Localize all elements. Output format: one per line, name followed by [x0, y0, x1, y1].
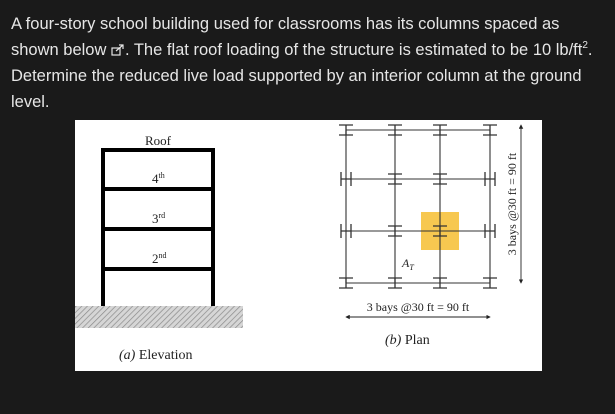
plan-columns	[339, 125, 497, 288]
question-part-2: . The flat roof loading of the structure is estimated to be 10 lb/ft	[124, 41, 583, 59]
question-part-3: . Determine the reduced live load supported by an interior column at the ground level.	[11, 41, 593, 111]
elevation-view	[75, 133, 243, 363]
side-dimension-label: 3 bays @30 ft = 90 ft	[505, 152, 519, 256]
structure-figure-svg	[75, 120, 542, 371]
question-text	[11, 11, 603, 115]
bottom-dimension-label: 3 bays @30 ft = 90 ft	[366, 300, 470, 314]
structure-figure	[75, 120, 542, 371]
floor-3-label: 3rd	[152, 211, 166, 226]
floor-2-label: 2nd	[152, 251, 167, 266]
question-part-1: A four-story school building used for classrooms has its columns spaced as shown below	[11, 15, 560, 59]
floor-4-label: 4th	[152, 171, 165, 186]
roof-label: Roof	[145, 133, 171, 148]
ground-hatch	[75, 306, 243, 328]
tributary-area-label: $A_T$	[402, 256, 414, 272]
question-superscript: 2	[582, 39, 588, 51]
elevation-caption: (a) Elevation	[119, 348, 193, 363]
plan-caption: (b) Plan	[385, 333, 430, 348]
plan-grid	[346, 130, 490, 283]
external-link-icon[interactable]	[111, 44, 125, 56]
plan-view	[339, 125, 521, 348]
